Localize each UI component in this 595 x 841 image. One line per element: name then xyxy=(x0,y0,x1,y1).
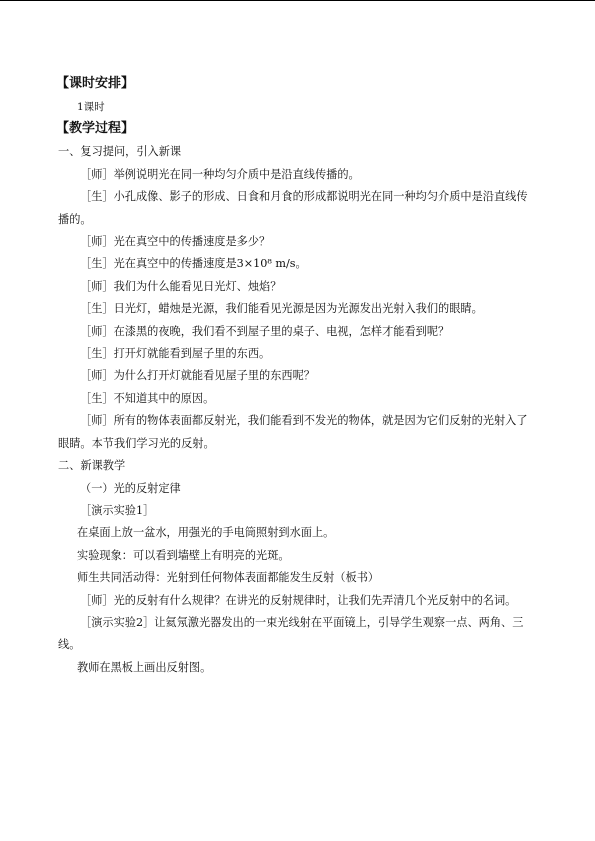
schedule-heading: 【课时安排】 xyxy=(56,76,135,91)
dialogue-line: ［生］小孔成像、影子的形成、日食和月食的形成都说明光在同一种均匀介质中是沿直线传播的。 xyxy=(58,190,528,226)
dialogue-line: ［生］不知道其中的原因。 xyxy=(80,391,215,405)
body-line: 教师在黑板上画出反射图。 xyxy=(77,660,212,674)
section-review-heading: 一、复习提问，引入新课 xyxy=(58,145,182,159)
dialogue-line: ［师］举例说明光在同一种均匀介质中是沿直线传播的。 xyxy=(80,167,360,181)
page-top-border xyxy=(0,0,595,1)
dialogue-line: ［师］为什么打开灯就能看见屋子里的东西呢？ xyxy=(80,369,315,383)
dialogue-line: ［生］光在真空中的传播速度是3×10⁸ m/s。 xyxy=(80,257,307,271)
dialogue-line: ［师］我们为什么能看见日光灯、烛焰？ xyxy=(80,279,282,293)
section-new-lesson-heading: 二、新课教学 xyxy=(58,459,126,473)
dialogue-line: ［师］光在真空中的传播速度是多少？ xyxy=(80,235,271,249)
dialogue-line: ［生］打开灯就能看到屋子里的东西。 xyxy=(80,347,271,361)
body-line: 在桌面上放一盆水，用强光的手电筒照射到水面上。 xyxy=(77,526,335,540)
process-heading: 【教学过程】 xyxy=(56,121,135,137)
experiment-line: ［演示实验2］让氦氖激光器发出的一束光线射在平面镜上，引导学生观察一点、两角、三线。 xyxy=(58,615,524,652)
body-line: 师生共同活动得：光射到任何物体表面都能发生反射（板书） xyxy=(77,571,380,585)
dialogue-line: ［师］光的反射有什么规律？在讲光的反射规律时，让我们先弄清几个光反射中的名词。 xyxy=(80,593,517,607)
dialogue-line: ［生］日光灯，蜡烛是光源，我们能看见光源是因为光源发出光射入我们的眼睛。 xyxy=(80,302,483,316)
document-body xyxy=(58,74,538,679)
experiment-label: ［演示实验1］ xyxy=(80,503,155,517)
dialogue-line: ［师］在漆黑的夜晚，我们看不到屋子里的桌子、电视，怎样才能看到呢？ xyxy=(80,324,450,338)
body-line: 实验现象：可以看到墙壁上有明亮的光斑。 xyxy=(77,548,290,562)
dialogue-line: ［师］所有的物体表面都反射光，我们能看到不发光的物体，就是因为它们反射的光射入了眼睛。本节我们学习光的反射。 xyxy=(58,414,528,450)
schedule-value: 1课时 xyxy=(77,101,105,113)
subsection-heading: （一）光的反射定律 xyxy=(80,481,181,495)
